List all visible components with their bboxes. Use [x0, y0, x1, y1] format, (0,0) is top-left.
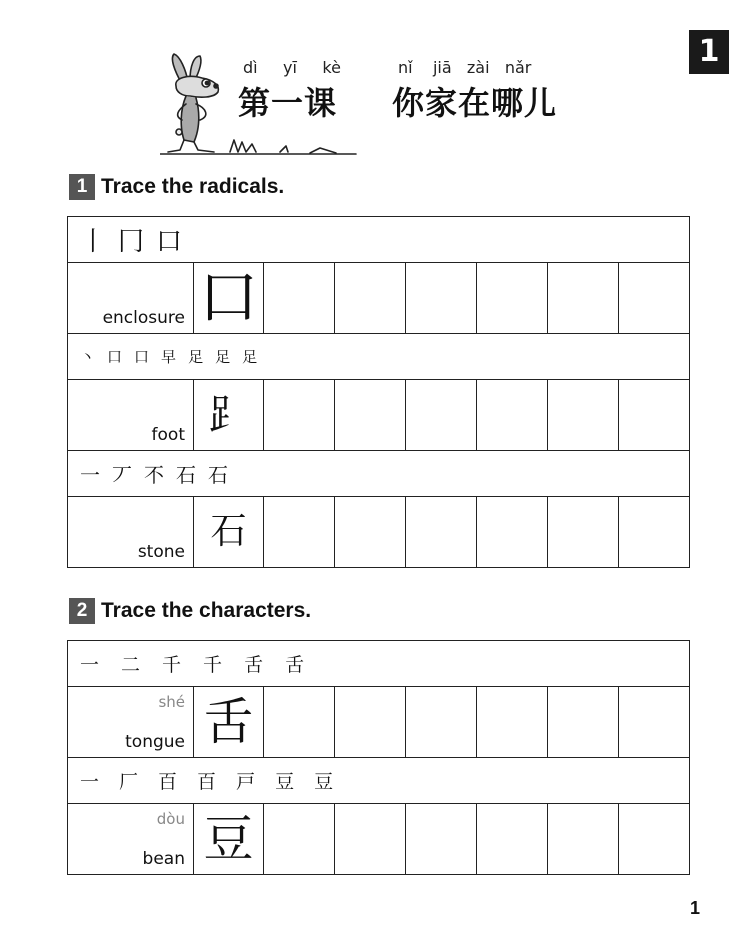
stroke-step: 千: [162, 654, 182, 676]
stroke-step: 足: [188, 348, 204, 366]
english-label: bean: [142, 849, 185, 869]
practice-box[interactable]: [548, 380, 619, 451]
characters-practice-grid: [67, 640, 690, 875]
practice-box[interactable]: [477, 497, 548, 568]
stroke-step: 足: [215, 348, 231, 366]
practice-box[interactable]: [264, 263, 335, 334]
pinyin-yi: yī: [283, 58, 297, 77]
stroke-step: 舌: [244, 654, 264, 676]
section-1-title: Trace the radicals.: [101, 175, 285, 198]
practice-box[interactable]: [548, 687, 619, 758]
stroke-order-row: [68, 641, 690, 687]
pinyin-ni: nǐ: [398, 58, 413, 77]
lesson-number-tab: 1: [689, 30, 729, 74]
stroke-step: 厂: [119, 771, 139, 793]
stroke-step: 足: [242, 348, 258, 366]
stroke-step: 戸: [236, 771, 256, 793]
model-character: 石: [194, 497, 264, 568]
practice-box[interactable]: [619, 497, 690, 568]
label-cell: [68, 804, 194, 875]
label-cell: [68, 380, 194, 451]
practice-box[interactable]: [477, 263, 548, 334]
practice-row: [68, 497, 690, 568]
pinyin-zai: zài: [466, 58, 490, 77]
stroke-step: 石: [208, 463, 228, 487]
practice-box[interactable]: [335, 263, 406, 334]
practice-box[interactable]: [619, 380, 690, 451]
english-label: tongue: [125, 732, 185, 752]
model-character: 口: [194, 263, 264, 334]
title-pinyin-left: [243, 58, 341, 77]
stroke-step: 豆: [275, 771, 295, 793]
section-2-number: 2: [69, 598, 95, 624]
stroke-order-row: [68, 758, 690, 804]
stroke-step: 口: [156, 227, 183, 257]
practice-box[interactable]: [264, 380, 335, 451]
practice-box[interactable]: [477, 687, 548, 758]
section-2-title: Trace the characters.: [101, 599, 312, 622]
stroke-step: 千: [203, 654, 223, 676]
english-label: enclosure: [102, 308, 185, 328]
lesson-title-name: 你家在哪儿: [392, 84, 558, 122]
stroke-order-row: [68, 451, 690, 497]
label-cell: [68, 263, 194, 334]
lesson-title-number: 第一课: [238, 84, 338, 122]
practice-box[interactable]: [406, 687, 477, 758]
practice-box[interactable]: [477, 380, 548, 451]
stroke-step: 舌: [285, 654, 305, 676]
label-cell: [68, 687, 194, 758]
practice-box[interactable]: [619, 687, 690, 758]
practice-box[interactable]: [406, 804, 477, 875]
stroke-step: 石: [176, 463, 196, 487]
practice-row: [68, 804, 690, 875]
practice-box[interactable]: [406, 380, 477, 451]
practice-box[interactable]: [619, 263, 690, 334]
pinyin-nar: nǎr: [504, 58, 532, 77]
section-1-number: 1: [69, 174, 95, 200]
practice-box[interactable]: [548, 804, 619, 875]
stroke-step: 一: [80, 654, 100, 676]
english-label: foot: [151, 425, 185, 445]
stroke-step: 一: [80, 771, 100, 793]
pinyin-ke: kè: [322, 58, 341, 77]
practice-box[interactable]: [335, 687, 406, 758]
pinyin-di: dì: [243, 58, 258, 77]
practice-box[interactable]: [335, 804, 406, 875]
stroke-step: 口: [134, 348, 150, 366]
practice-row: [68, 687, 690, 758]
practice-box[interactable]: [264, 497, 335, 568]
practice-box[interactable]: [264, 687, 335, 758]
stroke-step: 丨: [80, 227, 107, 257]
stroke-order-row: [68, 334, 690, 380]
practice-box[interactable]: [548, 263, 619, 334]
english-label: stone: [137, 542, 185, 562]
model-character: 舌: [194, 687, 264, 758]
practice-row: [68, 263, 690, 334]
stroke-step: 口: [107, 348, 123, 366]
section-1-heading: [69, 174, 284, 200]
title-pinyin-right: [398, 58, 531, 77]
practice-box[interactable]: [406, 263, 477, 334]
practice-box[interactable]: [548, 497, 619, 568]
practice-box[interactable]: [335, 497, 406, 568]
page-number: 1: [689, 898, 700, 918]
practice-box[interactable]: [335, 380, 406, 451]
label-cell: [68, 497, 194, 568]
stroke-order-row: [68, 217, 690, 263]
practice-box[interactable]: [619, 804, 690, 875]
pinyin-label: shé: [158, 693, 185, 711]
stroke-step: 二: [121, 654, 141, 676]
stroke-step: 一: [80, 463, 100, 487]
practice-row: [68, 380, 690, 451]
stroke-step: 丶: [80, 348, 96, 366]
pinyin-jia: jiā: [432, 58, 452, 77]
section-2-heading: [69, 598, 311, 624]
practice-box[interactable]: [477, 804, 548, 875]
stroke-step: 豆: [314, 771, 334, 793]
stroke-step: 百: [158, 771, 178, 793]
radicals-practice-grid: [67, 216, 690, 568]
stroke-step: 丆: [112, 463, 132, 487]
pinyin-label: dòu: [156, 810, 185, 828]
stroke-step: 早: [161, 348, 177, 366]
model-character: 豆: [194, 804, 264, 875]
model-character: ⻊: [194, 380, 264, 451]
stroke-step: 百: [197, 771, 217, 793]
stroke-step: 冂: [118, 227, 145, 257]
practice-box[interactable]: [406, 497, 477, 568]
stroke-step: 不: [144, 463, 164, 487]
practice-box[interactable]: [264, 804, 335, 875]
